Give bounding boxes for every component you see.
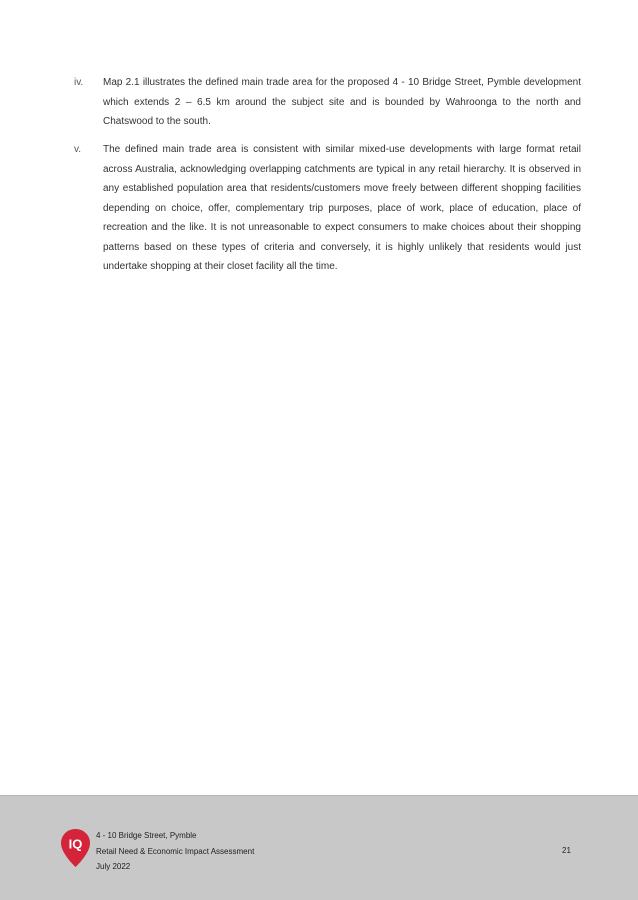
list-item-text: Map 2.1 illustrates the defined main trade area for the proposed 4 - 10 Bridge Street, Pymble development which extends 2 – 6.5 km around the subject site and is bounded by Wahroonga to the north and Chatswood to the south. [103,77,581,127]
footer-project-address: 4 - 10 Bridge Street, Pymble [96,831,197,840]
footer-report-title: Retail Need & Economic Impact Assessment [96,846,255,856]
list-item-marker: iv. [74,77,84,88]
footer-document-info [96,828,254,875]
map-pin-logo-icon [60,828,91,868]
list-item-text: The defined main trade area is consistent with similar mixed-use developments with large format retail across Australia, acknowledging overlapping catchments are typical in any retail hierarchy. It is observed in any established population area that residents/customers move freely between different shopping facilities depending on choice, offer, complementary trip purposes, place of work, place of education, place of recreation and the like. It is not unreasonable to expect consumers to make choices about their shopping patterns based on these types of criteria and conversely, it is highly unlikely that residents would just undertake shopping at their closet facility all the time. [103,144,581,272]
logo-text: IQ [68,836,83,852]
page-footer [0,795,638,900]
footer-report-date: July 2022 [96,862,131,871]
page-number: 21 [562,846,571,855]
list-item-marker: v. [74,144,82,155]
